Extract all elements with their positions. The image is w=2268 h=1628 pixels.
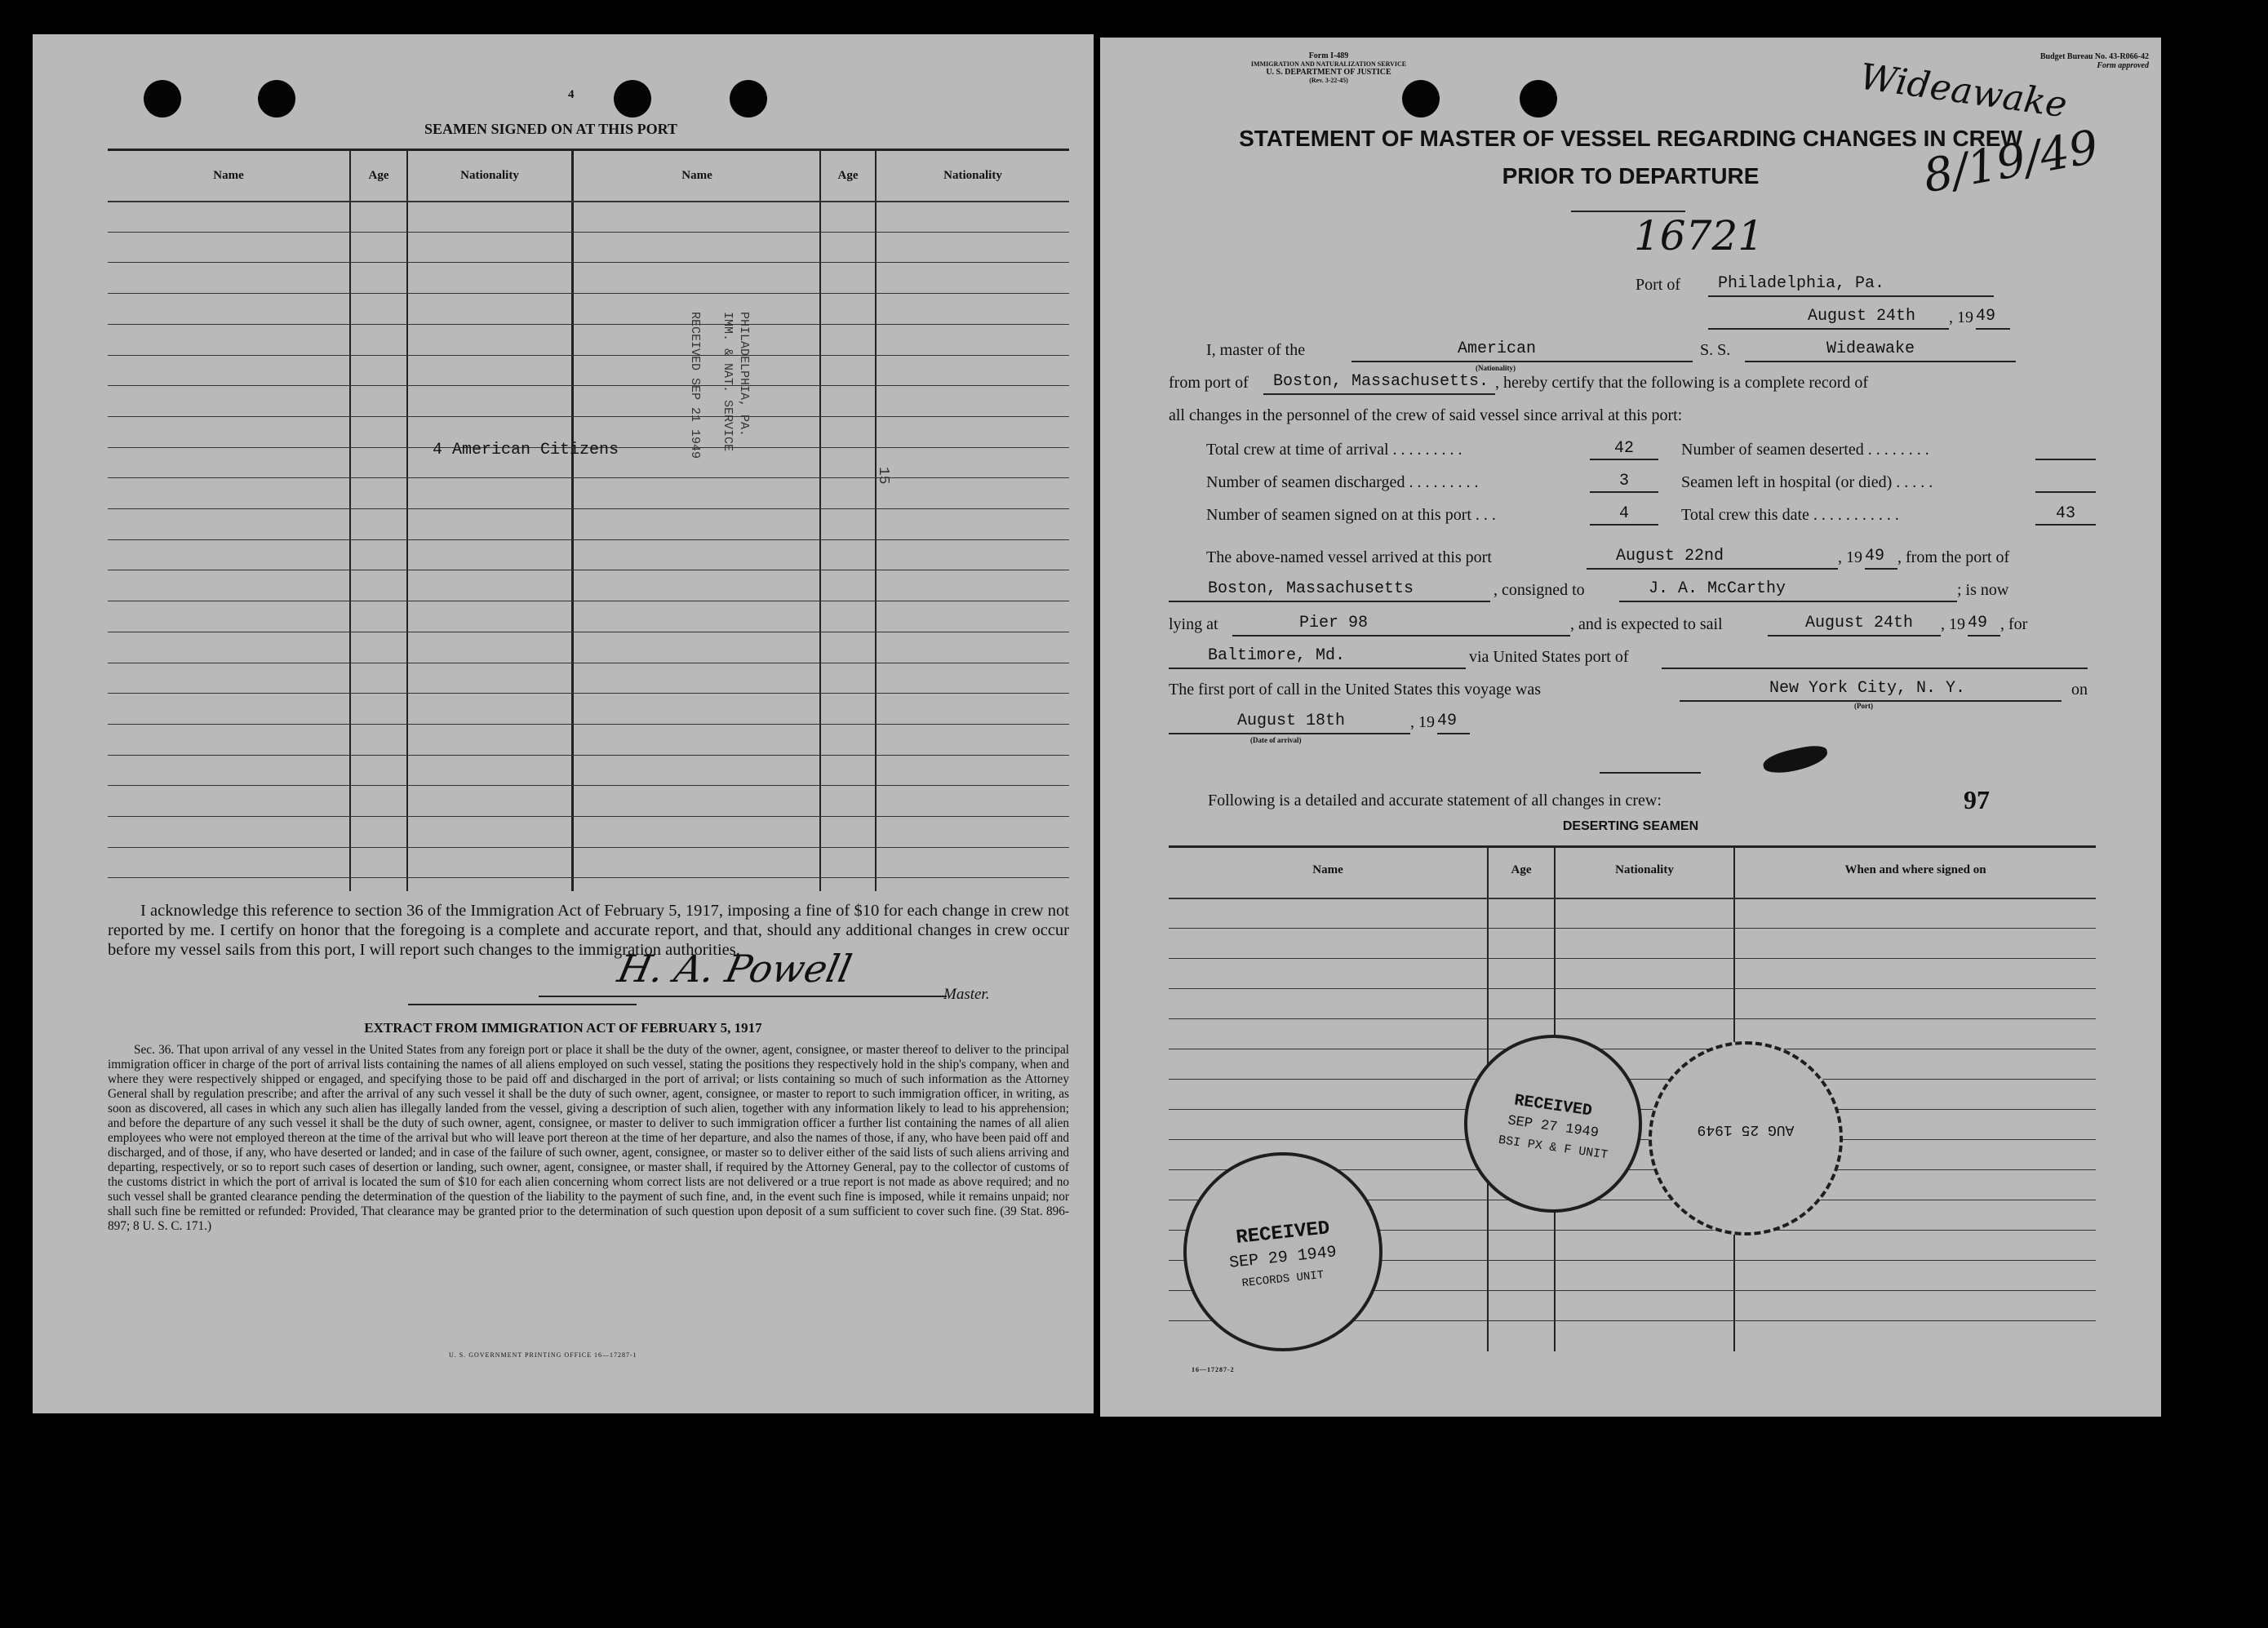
arrived-year: 49	[1865, 547, 1885, 566]
first-port-value: New York City, N. Y.	[1769, 679, 1966, 698]
date-year-prefix: , 19	[1949, 308, 1973, 326]
table-rule	[1169, 928, 2096, 929]
table-rule	[108, 877, 1069, 878]
certify-text: , hereby certify that the following is a complete record of	[1495, 374, 1869, 392]
date-caption: (Date of arrival)	[1250, 736, 1302, 744]
table-rule	[108, 724, 1069, 725]
table-rule	[108, 847, 1069, 848]
col-header-age: Age	[368, 169, 389, 182]
received-stamp-2: RECEIVED SEP 29 1949 RECORDS UNIT	[1183, 1152, 1383, 1351]
punch-hole	[1402, 80, 1440, 118]
dcol-header-signed-on: When and where signed on	[1844, 863, 1986, 876]
table-rule	[1169, 1079, 2096, 1080]
consignee-value: J. A. McCarthy	[1649, 579, 1786, 598]
section-title: SEAMEN SIGNED ON AT THIS PORT	[424, 121, 677, 137]
punch-hole	[258, 80, 295, 118]
punch-hole	[730, 80, 767, 118]
table-rule	[108, 477, 1069, 478]
first-port-label: The first port of call in the United States this voyage was	[1169, 681, 1542, 699]
deserted-label: Number of seamen deserted . . . . . . . .	[1681, 441, 1929, 459]
right-page	[1100, 38, 2161, 1417]
table-rule	[108, 232, 1069, 233]
following-label: Following is a detailed and accurate statement of all changes in crew:	[1208, 792, 1662, 810]
discharged-label: Number of seamen discharged . . . . . . . . .	[1206, 473, 1479, 491]
signed-on-value: 4	[1618, 504, 1629, 523]
side-stamp-city: PHILADELPHIA, PA.	[737, 312, 751, 437]
deserting-title: DESERTING SEAMEN	[1562, 819, 1699, 833]
from-port-2: Boston, Massachusetts	[1208, 579, 1414, 598]
side-stamp-agency: IMM. & NAT. SERVICE	[721, 312, 735, 452]
table-rule	[1169, 988, 2096, 989]
arrived-label: The above-named vessel arrived at this port	[1206, 548, 1492, 566]
table-rule	[108, 324, 1069, 325]
lying-at-label: lying at	[1169, 615, 1218, 633]
handwritten-ship-name: Wideawake	[1857, 55, 2070, 126]
extract-text: Sec. 36. That upon arrival of any vessel in the United States from any foreign port or place it shall be the duty of the owner, agent, consignee, or master thereof to deliver to the principal immigration officer in charge of the port of arrival lists containing the names of all aliens employed on such vessel, stating the positions they respectively hold in the ship's company, when and where they were respectively shipped or engaged, and specifying those to be paid off and discharged in the port of arrival; or lists containing so much of such information as the Attorney General shall by regulation prescribe; and after the arrival of any such vessel it shall be the duty of such owner, agent, consignee, or master to report to such immigration officer, in writing, as soon as discovered, all cases in which any such alien has illegally landed from the vessel, giving a description of such alien, together with any information likely to lead to his apprehension; and before the departure of any such vessel it shall be the duty of such owner, agent, consignee, or master to deliver to such immigration officer a further list containing the names of all alien employees who were not employed thereon at the time of the arrival but who will leave port thereon at the time of her departure, and also the names of those, if any, who have been paid off and discharged, and of those, if any, who have deserted or landed; and in case of the failure of such owner, agent, consignee, or master so to deliver either of the said lists of such aliens arriving and departing, respectively, or so to report such cases of desertion or landing, such owner, agent, consignee, or master shall, if required by the Attorney General, pay to the collector of customs of the customs district in which the port of arrival is located the sum of $10 for each alien concerning whom correct lists are not delivered or a true report is not made as above required; and no such vessel shall be granted clearance pending the determination of the question of the liability to the payment of such fine, and, in the event such fine is imposed, while it remains unpaid; nor shall such fine be remitted or refunded: Provided, That clearance may be granted prior to the determination of such question upon deposit of a sum sufficient to cover such fine. (39 Stat. 896-897; 8 U. S. C. 171.)	[108, 1043, 1069, 1233]
extract-title: EXTRACT FROM IMMIGRATION ACT OF FEBRUARY 5, 1917	[364, 1020, 762, 1036]
for-label: , for	[2000, 615, 2028, 633]
table-rule	[108, 293, 1069, 294]
arrived-date: August 22nd	[1616, 547, 1724, 566]
master-signature: H. A. Powell	[614, 947, 856, 991]
sail-date: August 24th	[1805, 614, 1914, 632]
discharged-value: 3	[1618, 472, 1629, 490]
all-changes-text: all changes in the personnel of the crew of said vessel since arrival at this port:	[1169, 406, 1683, 424]
table-rule	[108, 355, 1069, 356]
page-count: 97	[1964, 785, 1990, 814]
handwritten-number: 16721	[1634, 212, 1764, 260]
table-rule	[108, 262, 1069, 263]
from-port-label: from port of	[1169, 374, 1249, 392]
date-year: 49	[1976, 307, 1996, 326]
handwritten-date: 8/19/49	[1919, 120, 2102, 204]
punch-hole	[614, 80, 651, 118]
form-header: Form I-489 IMMIGRATION AND NATURALIZATION SERVICE U. S. DEPARTMENT OF JUSTICE (Rev. 3-22-45)	[1250, 51, 1407, 84]
form-title: STATEMENT OF MASTER OF VESSEL REGARDING CHANGES IN CREW	[1239, 126, 2022, 151]
col-header-nationality: Nationality	[460, 169, 519, 182]
nationality-value: American	[1458, 339, 1537, 358]
consigned-label: , consigned to	[1494, 581, 1585, 599]
form-subtitle: PRIOR TO DEPARTURE	[1502, 163, 1760, 189]
port-value: Philadelphia, Pa.	[1718, 274, 1885, 293]
port-caption: (Port)	[1854, 702, 1873, 710]
from-port-value: Boston, Massachusetts.	[1273, 372, 1489, 391]
total-crew-arrival-label: Total crew at time of arrival . . . . . . . . .	[1206, 441, 1462, 459]
printer-line: U. S. GOVERNMENT PRINTING OFFICE 16—17287-1	[449, 1351, 637, 1359]
table-rule	[108, 539, 1069, 540]
master-of-label: I, master of the	[1206, 341, 1306, 359]
dcol-header-nationality: Nationality	[1615, 863, 1674, 876]
punch-hole	[144, 80, 181, 118]
table-rule	[1169, 1018, 2096, 1019]
table-rule	[108, 508, 1069, 509]
table-rule	[108, 693, 1069, 694]
col-header-age-2: Age	[837, 169, 859, 182]
received-stamp-1: RECEIVED SEP 27 1949 BSI PX & F UNIT	[1464, 1035, 1642, 1213]
master-caption: Master.	[943, 986, 990, 1003]
lying-at-value: Pier 98	[1299, 614, 1369, 632]
sail-year: 49	[1968, 614, 1988, 632]
side-stamp-date: RECEIVED SEP 21 1949	[688, 312, 702, 459]
ss-label: S. S.	[1700, 341, 1731, 359]
first-year: 49	[1437, 712, 1458, 730]
is-now-label: ; is now	[1957, 581, 2009, 599]
table-rule	[108, 416, 1069, 417]
table-rule	[1169, 898, 2096, 899]
total-crew-date: 43	[2055, 504, 2075, 523]
table-rule	[108, 755, 1069, 756]
page-number: 4	[568, 88, 575, 101]
footer-code: 16—17287-2	[1192, 1366, 1235, 1373]
port-label: Port of	[1636, 276, 1680, 294]
received-stamp-3: AUG 25 1949	[1649, 1041, 1843, 1235]
form-date: August 24th	[1808, 307, 1916, 326]
sail-label: , and is expected to sail	[1570, 615, 1723, 633]
on-label: on	[2071, 681, 2088, 699]
arrived-year-prefix: , 19	[1838, 548, 1862, 566]
table-rule	[108, 785, 1069, 786]
dcol-header-name: Name	[1312, 863, 1343, 876]
first-date: August 18th	[1237, 712, 1346, 730]
destination-value: Baltimore, Md.	[1208, 646, 1346, 665]
seamen-entry: 4 American Citizens	[433, 441, 619, 459]
ship-value: Wideawake	[1826, 339, 1915, 358]
ink-blot	[1761, 743, 1830, 777]
dcol-header-age: Age	[1511, 863, 1532, 876]
signed-on-label: Number of seamen signed on at this port . . .	[1206, 506, 1496, 524]
sail-year-prefix: , 19	[1941, 615, 1965, 633]
table-rule	[108, 385, 1069, 386]
budget-bureau: Budget Bureau No. 43-R066-42 Form approved	[2039, 52, 2149, 70]
table-rule	[1169, 958, 2096, 959]
col-header-nationality-2: Nationality	[943, 169, 1002, 182]
total-crew-date-label: Total crew this date . . . . . . . . . . .	[1681, 506, 1899, 524]
hospital-label: Seamen left in hospital (or died) . . . . .	[1681, 473, 1933, 491]
col-header-name: Name	[213, 169, 244, 182]
side-stamp-number: 15	[875, 467, 891, 485]
nationality-caption: (Nationality)	[1476, 364, 1516, 372]
via-label: via United States port of	[1469, 648, 1629, 666]
table-rule	[108, 201, 1069, 202]
from-port-of-label: , from the port of	[1897, 548, 2010, 566]
total-crew-arrival: 42	[1613, 439, 1634, 458]
left-page	[33, 34, 1094, 1413]
acknowledgement-text: I acknowledge this reference to section 36 of the Immigration Act of February 5, 1917, imposing a fine of $10 for each change in crew not reported by me. I certify on honor that the foregoing is a complete and accurate report, and that, should any additional changes in crew occur before my vessel sails from this port, I will report such changes to the immigration authorities.	[108, 902, 1069, 959]
table-rule	[108, 816, 1069, 817]
col-header-name-2: Name	[681, 169, 712, 182]
first-year-prefix: , 19	[1410, 713, 1435, 731]
punch-hole	[1520, 80, 1557, 118]
